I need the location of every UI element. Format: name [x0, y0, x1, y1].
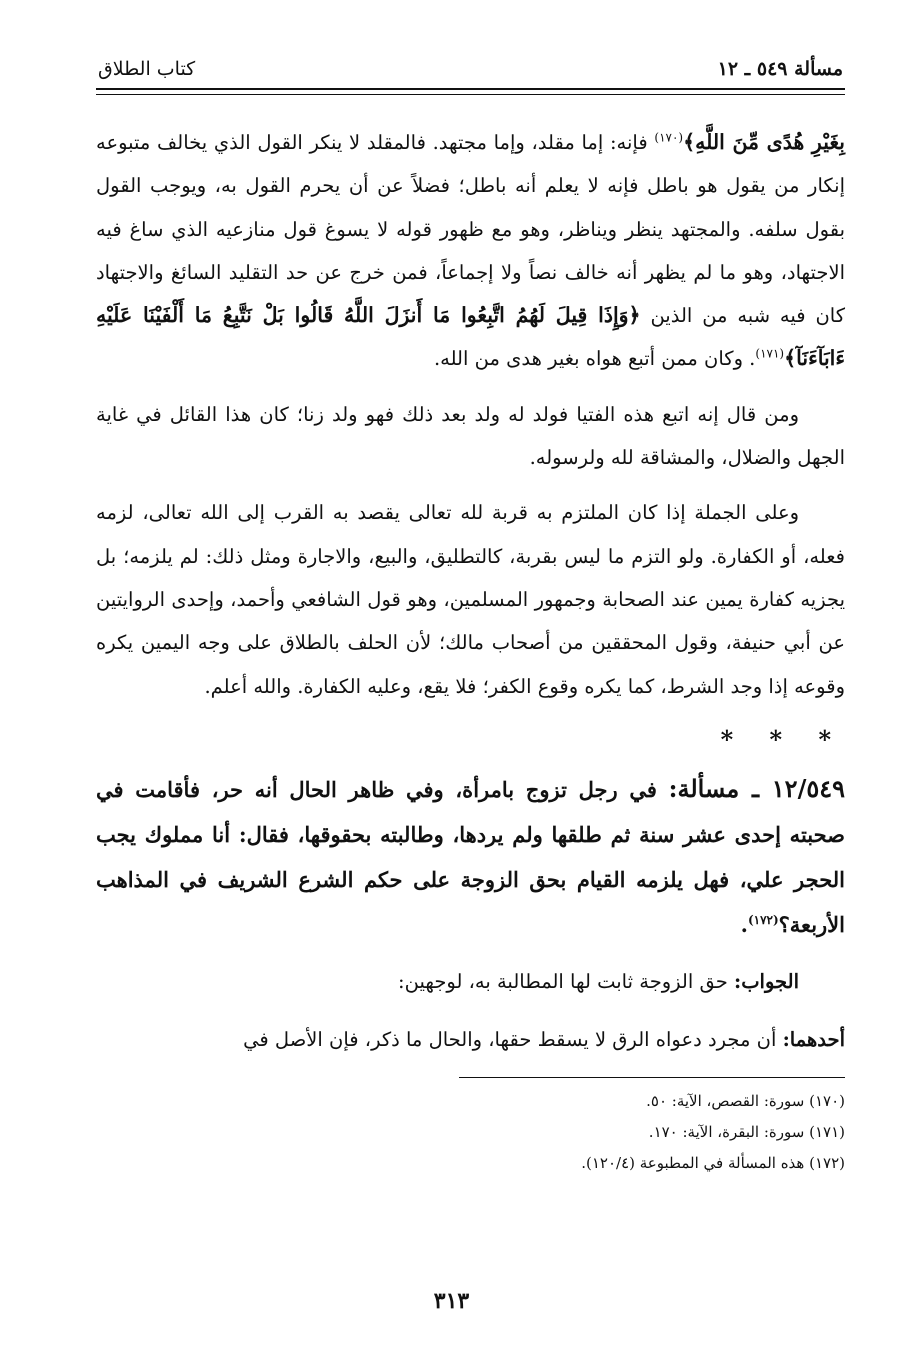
footnote-ref-171: (١٧١)	[755, 346, 785, 361]
paragraph-3: وعلى الجملة إذا كان الملتزم به قربة لله تعالى يقصد به القرب إلى الله تعالى، لزمه فعله، أو الكفارة. ولو التزم ما ليس بقربة، كالتطليق، والبيع، والاجارة ومثل ذلك: لم يلزمه؛ بل يجزيه كفارة يمين عند الصحابة وجمهور المسلمين، وهو قول الشافعي وأحمد، وإحدى الروايتين عن أبي حنيفة، وقول المحققين من أصحاب مالك؛ لأن الحلف بالطلاق على وجه اليمين يكره وقوعه إذا وجد الشرط، كما يكره وقوع الكفر؛ فلا يقع، وعليه الكفارة. والله أعلم.	[96, 501, 845, 698]
answer-lead: الجواب:	[734, 969, 799, 993]
running-head	[96, 52, 845, 86]
quran-verse-a: بِغَيْرِ هُدًى مِّنَ اللَّهِ﴾	[683, 130, 845, 154]
quran-verse-b: ﴿وَإِذَا قِيلَ لَهُمُ اتَّبِعُوا مَا أَنزَلَ اللَّهُ قَالُوا بَلْ نَتَّبِعُ مَا أَلْفَيْنَا عَلَيْهِ ءَابَآءَنَآ﴾	[96, 303, 845, 371]
footnote-172: (١٧٢) هذه المسألة في المطبوعة (١٢٠/٤).	[581, 1153, 845, 1172]
first-reason-lead: أحدهما:	[782, 1027, 845, 1051]
answer-text: حق الزوجة ثابت لها المطالبة به، لوجهين:	[398, 969, 734, 993]
footnote-rule	[459, 1077, 845, 1078]
paragraph-1-text-b: . وكان ممن أتبع هواه بغير هدى من الله.	[433, 347, 756, 371]
question-number: ١٢/٥٤٩ ـ مسألة:	[668, 773, 845, 803]
footnotes	[96, 1086, 845, 1179]
footnote-171: (١٧١) سورة: البقرة، الآية: ١٧٠.	[648, 1122, 845, 1141]
page	[96, 52, 845, 1352]
section-separator: * * *	[720, 724, 845, 754]
footnote-ref-170: (١٧٠)	[654, 130, 684, 145]
first-reason-paragraph	[96, 1017, 845, 1063]
page-number: ٣١٣	[433, 1288, 470, 1314]
footnote-170: (١٧٠) سورة: القصص، الآية: ٥٠.	[646, 1091, 845, 1110]
running-head-book-title: كتاب الطلاق	[98, 58, 196, 80]
paragraph-1	[96, 121, 845, 381]
paragraph-1-text-a: فإنه: إما مقلد، وإما مجتهد. فالمقلد لا ينكر القول الذي يخالف متبوعه إنكار من يقول هو باطل فإنه لا يعلم أنه باطل؛ فضلاً عن أن يحرم القول به، ويوجب القول بقول سلفه. والمجتهد ينظر ويناظر، وهو مع ظهور قوله لا يسوغ قول منازعيه الذي ساغ فيه الاجتهاد، وهو ما لم يظهر أنه خالف نصاً ولا إجماعاً، فمن خرج عن حد التقليد السائغ والاجتهاد كان فيه شبه من الذين	[96, 131, 845, 328]
main-text	[96, 121, 845, 1063]
answer-paragraph	[96, 959, 845, 1005]
question-text: في رجل تزوج بامرأة، وفي ظاهر الحال أنه حر، فأقامت في صحبته إحدى عشر سنة ثم طلقها ولم يردها، وطالبته بحقوقها، فقال: أنا مملوك يجب الحجر علي، فهل يلزمه القيام بحق الزوجة على حكم الشرع الشريف في المذاهب الأربعة؟	[96, 776, 845, 937]
paragraph-2: ومن قال إنه اتبع هذه الفتيا فولد له ولد بعد ذلك فهو ولد زنا؛ كان هذا القائل في غاية الجهل والضلال، والمشاقة لله ولرسوله.	[96, 402, 845, 470]
question-paragraph	[96, 766, 845, 947]
header-rule	[96, 88, 845, 95]
running-head-issue: مسألة ٥٤٩ ـ ١٢	[717, 58, 843, 80]
footnote-ref-172: (١٧٢)	[747, 912, 779, 927]
question-end: .	[740, 911, 748, 937]
first-reason-text: أن مجرد دعواه الرق لا يسقط حقها، والحال ما ذكر، فإن الأصل في	[243, 1027, 783, 1051]
